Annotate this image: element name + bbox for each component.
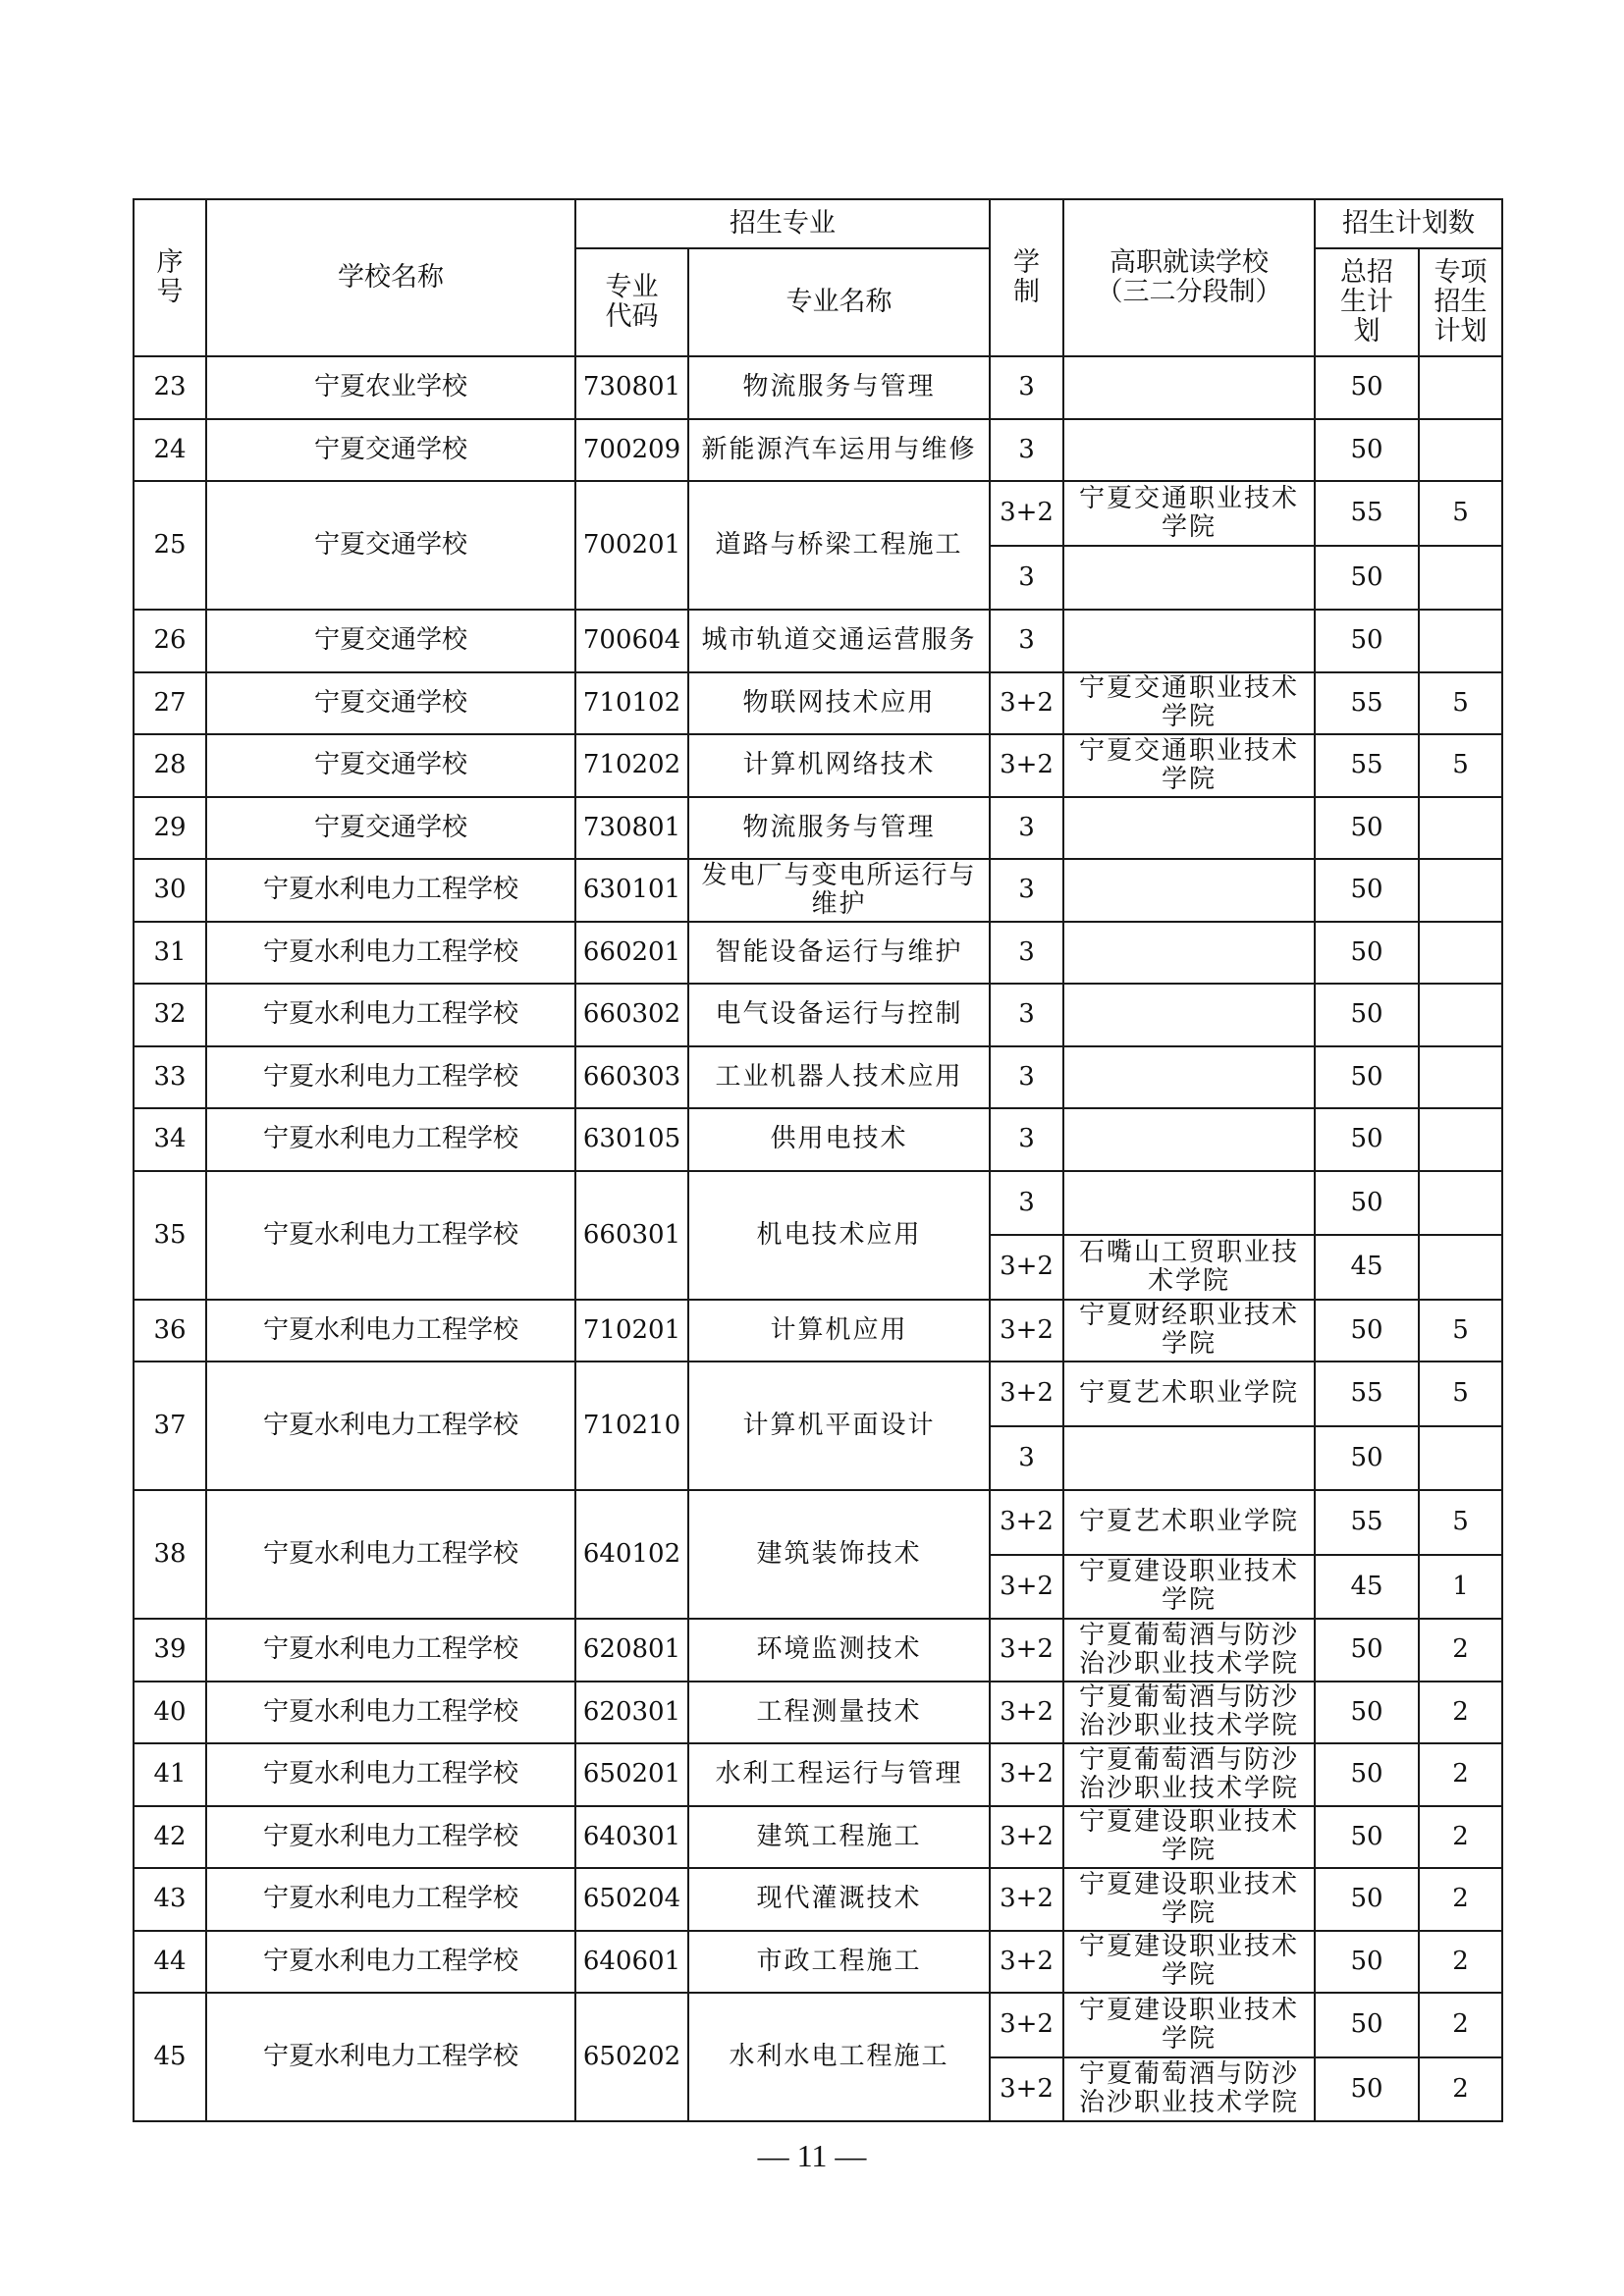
cell-years: 3+2 <box>990 1682 1063 1744</box>
cell-years: 3+2 <box>990 1868 1063 1931</box>
cell-seq: 32 <box>134 984 206 1046</box>
cell-total: 45 <box>1315 1555 1419 1620</box>
cell-seq: 27 <box>134 672 206 735</box>
cell-total: 50 <box>1315 419 1419 482</box>
table-row <box>134 1108 1502 1171</box>
cell-years: 3+2 <box>990 1743 1063 1806</box>
cell-major: 计算机网络技术 <box>688 734 990 797</box>
table-row <box>134 1993 1502 2057</box>
header-plan-group: 招生计划数 <box>1315 199 1502 248</box>
cell-special: 5 <box>1419 734 1502 797</box>
cell-seq: 23 <box>134 356 206 419</box>
cell-special: 5 <box>1419 481 1502 546</box>
cell-years: 3 <box>990 1171 1063 1236</box>
cell-special: 5 <box>1419 1490 1502 1555</box>
table-row <box>134 1868 1502 1931</box>
table-row <box>134 1171 1502 1236</box>
cell-school: 宁夏交通学校 <box>206 797 575 860</box>
cell-special: 2 <box>1419 1993 1502 2057</box>
cell-total: 50 <box>1315 1046 1419 1109</box>
header-school: 学校名称 <box>206 199 575 356</box>
cell-special: 2 <box>1419 1619 1502 1682</box>
enrollment-plan-table <box>133 198 1503 2122</box>
cell-years: 3+2 <box>990 1619 1063 1682</box>
cell-school: 宁夏水利电力工程学校 <box>206 1619 575 1682</box>
table-row <box>134 1682 1502 1744</box>
cell-total: 50 <box>1315 1993 1419 2057</box>
cell-code: 650202 <box>575 1993 688 2121</box>
table-row <box>134 419 1502 482</box>
cell-school: 宁夏水利电力工程学校 <box>206 1300 575 1362</box>
cell-school: 宁夏水利电力工程学校 <box>206 1490 575 1619</box>
table-row <box>134 1619 1502 1682</box>
cell-major: 环境监测技术 <box>688 1619 990 1682</box>
cell-code: 710202 <box>575 734 688 797</box>
cell-major: 水利水电工程施工 <box>688 1993 990 2121</box>
cell-special <box>1419 419 1502 482</box>
cell-years: 3+2 <box>990 1993 1063 2057</box>
cell-higher-school <box>1063 546 1315 611</box>
cell-special <box>1419 1426 1502 1491</box>
cell-total: 50 <box>1315 859 1419 922</box>
cell-special <box>1419 797 1502 860</box>
cell-special <box>1419 984 1502 1046</box>
cell-total: 50 <box>1315 1619 1419 1682</box>
cell-special <box>1419 922 1502 985</box>
cell-years: 3+2 <box>990 1931 1063 1994</box>
header-seq: 序号 <box>134 199 206 356</box>
cell-seq: 31 <box>134 922 206 985</box>
table-row <box>134 1743 1502 1806</box>
cell-major: 建筑工程施工 <box>688 1806 990 1869</box>
header-code: 专业代码 <box>575 248 688 356</box>
cell-seq: 41 <box>134 1743 206 1806</box>
cell-higher-school: 宁夏艺术职业学院 <box>1063 1490 1315 1555</box>
cell-major: 智能设备运行与维护 <box>688 922 990 985</box>
cell-code: 700201 <box>575 481 688 610</box>
cell-special: 2 <box>1419 1806 1502 1869</box>
cell-special: 5 <box>1419 1300 1502 1362</box>
cell-special: 5 <box>1419 1362 1502 1426</box>
cell-major: 电气设备运行与控制 <box>688 984 990 1046</box>
cell-major: 道路与桥梁工程施工 <box>688 481 990 610</box>
cell-code: 660301 <box>575 1171 688 1300</box>
cell-code: 620801 <box>575 1619 688 1682</box>
header-higher-school: 高职就读学校（三二分段制） <box>1063 199 1315 356</box>
cell-higher-school <box>1063 610 1315 672</box>
cell-special <box>1419 356 1502 419</box>
cell-years: 3 <box>990 419 1063 482</box>
page-number: — 11 — <box>757 2138 867 2173</box>
cell-years: 3 <box>990 1426 1063 1491</box>
cell-years: 3 <box>990 797 1063 860</box>
cell-seq: 33 <box>134 1046 206 1109</box>
cell-special: 2 <box>1419 2057 1502 2122</box>
header-years: 学制 <box>990 199 1063 356</box>
cell-higher-school <box>1063 356 1315 419</box>
cell-total: 50 <box>1315 1108 1419 1171</box>
cell-total: 50 <box>1315 1300 1419 1362</box>
cell-school: 宁夏交通学校 <box>206 481 575 610</box>
cell-major: 水利工程运行与管理 <box>688 1743 990 1806</box>
cell-seq: 34 <box>134 1108 206 1171</box>
cell-school: 宁夏水利电力工程学校 <box>206 1931 575 1994</box>
cell-higher-school <box>1063 984 1315 1046</box>
cell-years: 3+2 <box>990 734 1063 797</box>
cell-major: 物流服务与管理 <box>688 797 990 860</box>
cell-special <box>1419 1046 1502 1109</box>
table-row <box>134 610 1502 672</box>
cell-higher-school <box>1063 922 1315 985</box>
cell-special <box>1419 1108 1502 1171</box>
cell-seq: 38 <box>134 1490 206 1619</box>
cell-code: 730801 <box>575 797 688 860</box>
cell-higher-school: 宁夏葡萄酒与防沙治沙职业技术学院 <box>1063 1619 1315 1682</box>
cell-years: 3 <box>990 610 1063 672</box>
cell-major: 建筑装饰技术 <box>688 1490 990 1619</box>
cell-code: 640102 <box>575 1490 688 1619</box>
table-row <box>134 922 1502 985</box>
cell-seq: 35 <box>134 1171 206 1300</box>
cell-special <box>1419 610 1502 672</box>
cell-code: 710102 <box>575 672 688 735</box>
cell-code: 710210 <box>575 1362 688 1490</box>
table-row <box>134 859 1502 922</box>
cell-total: 50 <box>1315 1931 1419 1994</box>
cell-school: 宁夏水利电力工程学校 <box>206 984 575 1046</box>
cell-years: 3+2 <box>990 2057 1063 2122</box>
cell-code: 650204 <box>575 1868 688 1931</box>
cell-school: 宁夏水利电力工程学校 <box>206 1806 575 1869</box>
cell-total: 50 <box>1315 2057 1419 2122</box>
cell-seq: 42 <box>134 1806 206 1869</box>
cell-total: 55 <box>1315 734 1419 797</box>
cell-major: 物流服务与管理 <box>688 356 990 419</box>
header-total: 总招生计划 <box>1315 248 1419 356</box>
table-row <box>134 481 1502 546</box>
cell-higher-school: 宁夏葡萄酒与防沙治沙职业技术学院 <box>1063 1682 1315 1744</box>
cell-higher-school: 宁夏葡萄酒与防沙治沙职业技术学院 <box>1063 1743 1315 1806</box>
cell-total: 50 <box>1315 1682 1419 1744</box>
cell-total: 55 <box>1315 1362 1419 1426</box>
cell-higher-school <box>1063 1426 1315 1491</box>
cell-seq: 28 <box>134 734 206 797</box>
cell-higher-school: 宁夏艺术职业学院 <box>1063 1362 1315 1426</box>
cell-seq: 37 <box>134 1362 206 1490</box>
cell-seq: 44 <box>134 1931 206 1994</box>
table-row <box>134 734 1502 797</box>
cell-total: 50 <box>1315 1171 1419 1236</box>
table-row <box>134 797 1502 860</box>
cell-higher-school <box>1063 1171 1315 1236</box>
cell-higher-school: 宁夏建设职业技术学院 <box>1063 1993 1315 2057</box>
cell-years: 3+2 <box>990 481 1063 546</box>
cell-major: 计算机应用 <box>688 1300 990 1362</box>
cell-major: 工业机器人技术应用 <box>688 1046 990 1109</box>
cell-years: 3+2 <box>990 1362 1063 1426</box>
cell-higher-school: 宁夏交通职业技术学院 <box>1063 481 1315 546</box>
cell-years: 3+2 <box>990 672 1063 735</box>
cell-code: 630101 <box>575 859 688 922</box>
cell-school: 宁夏水利电力工程学校 <box>206 1171 575 1300</box>
cell-higher-school: 宁夏建设职业技术学院 <box>1063 1555 1315 1620</box>
cell-years: 3 <box>990 1046 1063 1109</box>
cell-higher-school: 宁夏建设职业技术学院 <box>1063 1868 1315 1931</box>
table-row <box>134 1806 1502 1869</box>
cell-major: 物联网技术应用 <box>688 672 990 735</box>
cell-school: 宁夏水利电力工程学校 <box>206 1362 575 1490</box>
cell-higher-school <box>1063 797 1315 860</box>
header-major-group: 招生专业 <box>575 199 990 248</box>
cell-seq: 43 <box>134 1868 206 1931</box>
cell-higher-school: 石嘴山工贸职业技术学院 <box>1063 1235 1315 1300</box>
cell-school: 宁夏交通学校 <box>206 610 575 672</box>
cell-school: 宁夏水利电力工程学校 <box>206 1743 575 1806</box>
header-major: 专业名称 <box>688 248 990 356</box>
cell-school: 宁夏水利电力工程学校 <box>206 859 575 922</box>
cell-total: 55 <box>1315 481 1419 546</box>
cell-major: 城市轨道交通运营服务 <box>688 610 990 672</box>
cell-seq: 36 <box>134 1300 206 1362</box>
cell-higher-school <box>1063 1108 1315 1171</box>
cell-code: 630105 <box>575 1108 688 1171</box>
cell-higher-school <box>1063 1046 1315 1109</box>
cell-total: 50 <box>1315 1426 1419 1491</box>
cell-years: 3 <box>990 859 1063 922</box>
cell-total: 50 <box>1315 546 1419 611</box>
cell-major: 机电技术应用 <box>688 1171 990 1300</box>
table-row <box>134 1490 1502 1555</box>
cell-total: 50 <box>1315 1743 1419 1806</box>
cell-school: 宁夏水利电力工程学校 <box>206 1993 575 2121</box>
cell-years: 3+2 <box>990 1300 1063 1362</box>
cell-school: 宁夏水利电力工程学校 <box>206 1868 575 1931</box>
cell-total: 55 <box>1315 672 1419 735</box>
cell-total: 45 <box>1315 1235 1419 1300</box>
cell-code: 700209 <box>575 419 688 482</box>
cell-seq: 26 <box>134 610 206 672</box>
cell-years: 3 <box>990 984 1063 1046</box>
cell-special: 2 <box>1419 1931 1502 1994</box>
cell-major: 供用电技术 <box>688 1108 990 1171</box>
cell-seq: 24 <box>134 419 206 482</box>
cell-code: 730801 <box>575 356 688 419</box>
cell-total: 50 <box>1315 356 1419 419</box>
cell-major: 计算机平面设计 <box>688 1362 990 1490</box>
cell-special: 2 <box>1419 1868 1502 1931</box>
cell-years: 3 <box>990 546 1063 611</box>
cell-special <box>1419 546 1502 611</box>
cell-code: 640301 <box>575 1806 688 1869</box>
cell-years: 3 <box>990 356 1063 419</box>
cell-higher-school: 宁夏交通职业技术学院 <box>1063 734 1315 797</box>
cell-years: 3+2 <box>990 1490 1063 1555</box>
cell-higher-school <box>1063 419 1315 482</box>
cell-code: 660303 <box>575 1046 688 1109</box>
cell-higher-school: 宁夏建设职业技术学院 <box>1063 1806 1315 1869</box>
table-row <box>134 1046 1502 1109</box>
cell-special: 2 <box>1419 1743 1502 1806</box>
cell-total: 50 <box>1315 922 1419 985</box>
cell-total: 55 <box>1315 1490 1419 1555</box>
cell-total: 50 <box>1315 1806 1419 1869</box>
cell-years: 3 <box>990 922 1063 985</box>
cell-special <box>1419 859 1502 922</box>
cell-code: 710201 <box>575 1300 688 1362</box>
cell-code: 620301 <box>575 1682 688 1744</box>
cell-school: 宁夏交通学校 <box>206 419 575 482</box>
cell-seq: 40 <box>134 1682 206 1744</box>
cell-total: 50 <box>1315 1868 1419 1931</box>
cell-school: 宁夏交通学校 <box>206 672 575 735</box>
cell-school: 宁夏水利电力工程学校 <box>206 1046 575 1109</box>
cell-higher-school: 宁夏建设职业技术学院 <box>1063 1931 1315 1994</box>
cell-higher-school: 宁夏葡萄酒与防沙治沙职业技术学院 <box>1063 2057 1315 2122</box>
cell-total: 50 <box>1315 984 1419 1046</box>
cell-higher-school <box>1063 859 1315 922</box>
cell-major: 新能源汽车运用与维修 <box>688 419 990 482</box>
cell-school: 宁夏交通学校 <box>206 734 575 797</box>
cell-total: 50 <box>1315 610 1419 672</box>
cell-years: 3+2 <box>990 1235 1063 1300</box>
cell-code: 700604 <box>575 610 688 672</box>
cell-school: 宁夏水利电力工程学校 <box>206 1682 575 1744</box>
cell-special: 1 <box>1419 1555 1502 1620</box>
cell-code: 660201 <box>575 922 688 985</box>
table-row <box>134 1362 1502 1426</box>
cell-seq: 39 <box>134 1619 206 1682</box>
table-row <box>134 356 1502 419</box>
cell-seq: 30 <box>134 859 206 922</box>
table-row <box>134 984 1502 1046</box>
cell-major: 工程测量技术 <box>688 1682 990 1744</box>
cell-total: 50 <box>1315 797 1419 860</box>
cell-seq: 45 <box>134 1993 206 2121</box>
cell-years: 3+2 <box>990 1555 1063 1620</box>
cell-code: 640601 <box>575 1931 688 1994</box>
cell-special <box>1419 1171 1502 1236</box>
cell-higher-school: 宁夏交通职业技术学院 <box>1063 672 1315 735</box>
table-row <box>134 1931 1502 1994</box>
cell-major: 市政工程施工 <box>688 1931 990 1994</box>
cell-years: 3 <box>990 1108 1063 1171</box>
cell-school: 宁夏水利电力工程学校 <box>206 922 575 985</box>
table-row <box>134 672 1502 735</box>
cell-seq: 29 <box>134 797 206 860</box>
cell-code: 650201 <box>575 1743 688 1806</box>
cell-higher-school: 宁夏财经职业技术学院 <box>1063 1300 1315 1362</box>
cell-special <box>1419 1235 1502 1300</box>
table-body <box>134 356 1502 2121</box>
cell-special: 5 <box>1419 672 1502 735</box>
cell-major: 发电厂与变电所运行与维护 <box>688 859 990 922</box>
cell-school: 宁夏水利电力工程学校 <box>206 1108 575 1171</box>
header-special: 专项招生计划 <box>1419 248 1502 356</box>
cell-major: 现代灌溉技术 <box>688 1868 990 1931</box>
cell-years: 3+2 <box>990 1806 1063 1869</box>
cell-special: 2 <box>1419 1682 1502 1744</box>
table-row <box>134 1300 1502 1362</box>
cell-code: 660302 <box>575 984 688 1046</box>
cell-school: 宁夏农业学校 <box>206 356 575 419</box>
cell-seq: 25 <box>134 481 206 610</box>
